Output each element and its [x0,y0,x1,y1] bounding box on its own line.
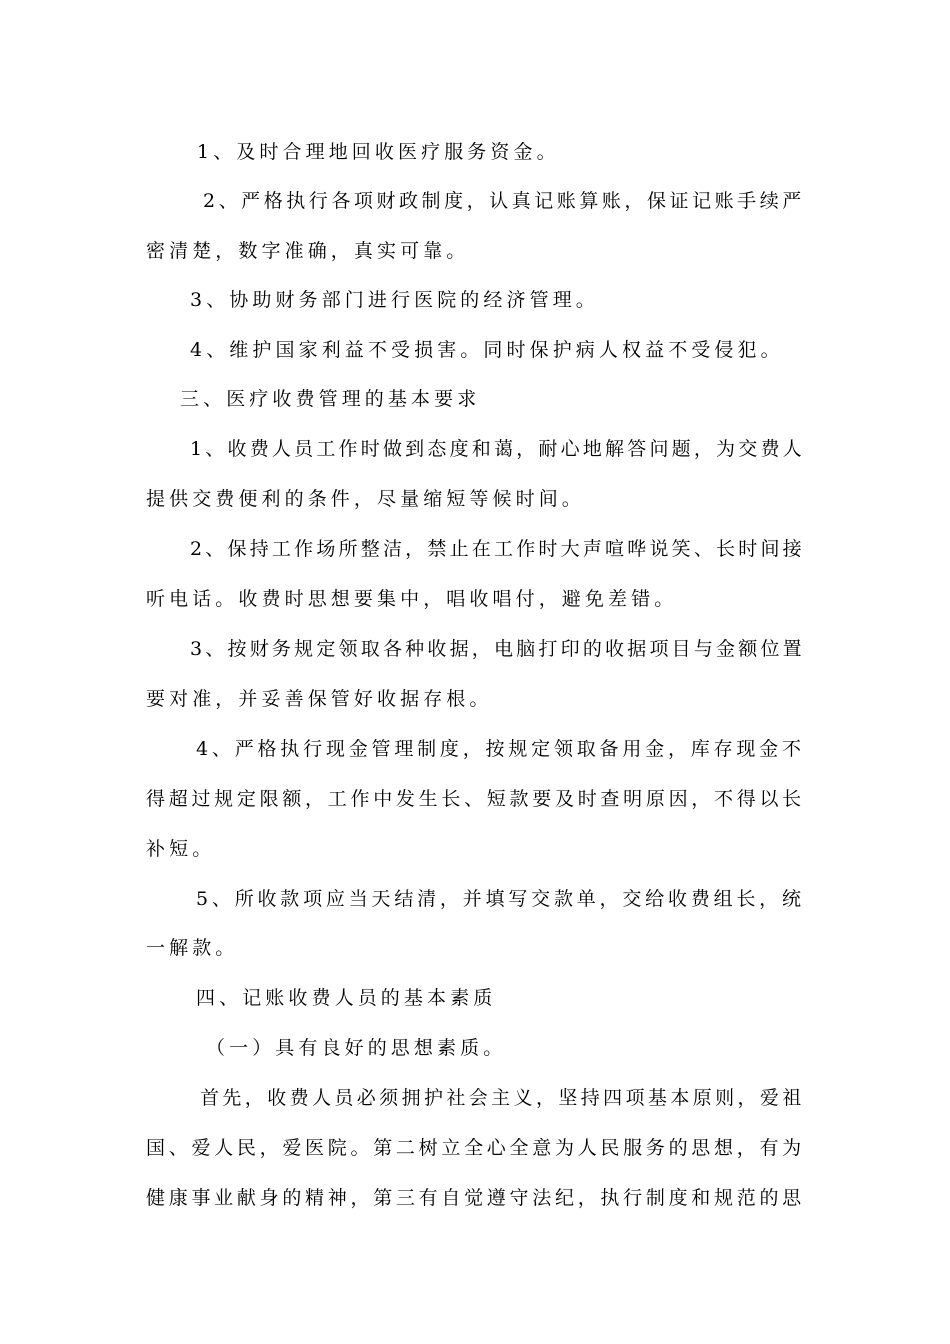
text-line: 得超过规定限额，工作中发生长、短款要及时查明原因，不得以长 [146,788,805,810]
text-line: 4、严格执行现金管理制度，按规定领取备用金，库存现金不 [196,738,805,760]
text-line: 5、所收款项应当天结清，并填写交款单，交给收费组长，统 [196,888,805,910]
section-heading: 四、记账收费人员的基本素质 [196,987,497,1009]
text-line: 2、严格执行各项财政制度，认真记账算账，保证记账手续严 [203,190,805,212]
text-line: 密清楚，数字准确，真实可靠。 [146,240,470,262]
text-line: 4、维护国家利益不受损害。同时保护病人权益不受侵犯。 [190,339,784,361]
subsection-heading: （一）具有良好的思想素质。 [206,1037,507,1059]
text-line: 1、收费人员工作时做到态度和蔼，耐心地解答问题，为交费人 [190,438,805,460]
text-line: 补短。 [146,838,216,860]
text-line: 3、按财务规定领取各种收据，电脑打印的收据项目与金额位置 [190,638,805,660]
text-line: 3、协助财务部门进行医院的经济管理。 [190,289,599,311]
text-line: 提供交费便利的条件，尽量缩短等候时间。 [146,488,585,510]
text-line: 要对准，并妥善保管好收据存根。 [146,688,493,710]
text-line: 健康事业献身的精神，第三有自觉遵守法纪，执行制度和规范的思 [146,1187,805,1209]
text-line: 1、及时合理地回收医疗服务资金。 [197,141,560,163]
text-line: 听电话。收费时思想要集中，唱收唱付，避免差错。 [146,588,678,610]
section-heading: 三、医疗收费管理的基本要求 [180,388,481,410]
text-line: 2、保持工作场所整洁，禁止在工作时大声喧哗说笑、长时间接 [190,538,805,560]
text-line: 一解款。 [146,937,239,959]
text-line: 首先，收费人员必须拥护社会主义，坚持四项基本原则，爱祖 [200,1087,805,1109]
text-line: 国、爱人民，爱医院。第二树立全心全意为人民服务的思想，有为 [146,1137,805,1159]
